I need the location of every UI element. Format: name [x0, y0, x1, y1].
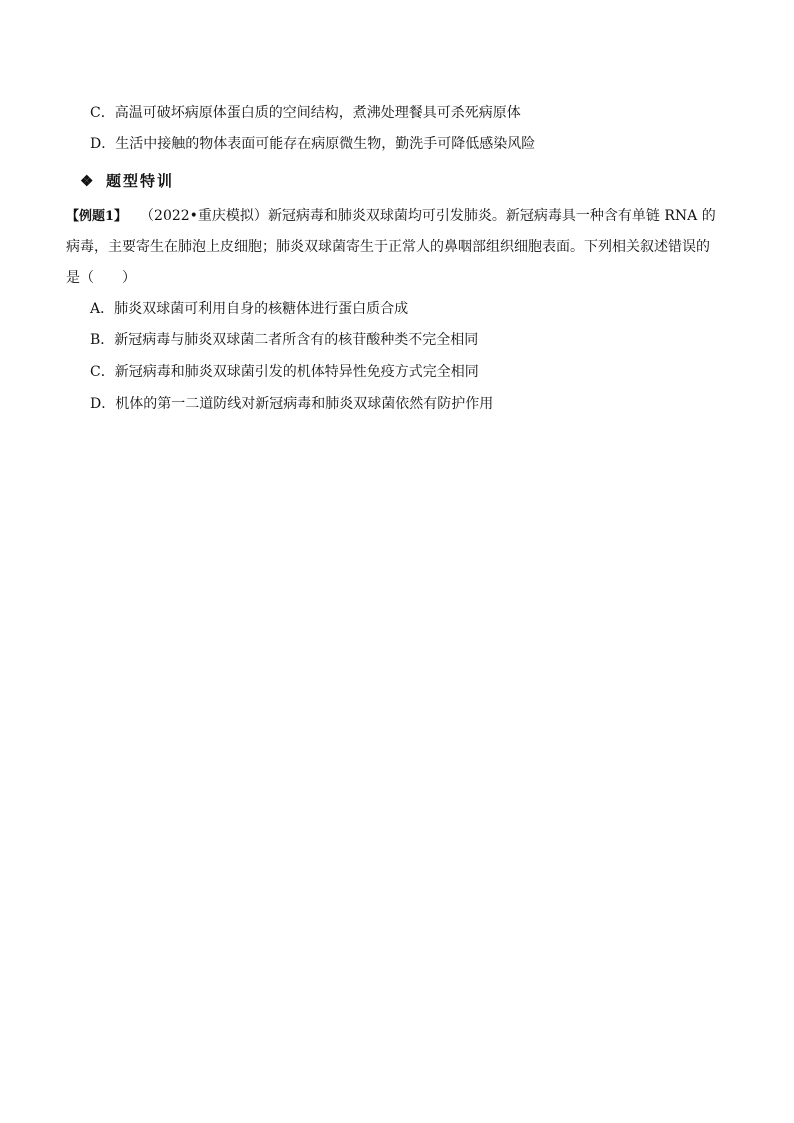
example-stem-line-1: [66, 206, 716, 227]
example-option-c: C．新冠病毒和肺炎双球菌引发的机体特异性免疫方式完全相同: [90, 364, 479, 380]
example-option-d: D．机体的第一二道防线对新冠病毒和肺炎双球菌依然有防护作用: [90, 396, 494, 412]
section-heading: [80, 170, 174, 192]
example-option-b: B．新冠病毒与肺炎双球菌二者所含有的核苷酸种类不完全相同: [90, 332, 479, 348]
example-stem-text-1: 新冠病毒和肺炎双球菌均可引发肺炎。新冠病毒具一种含有单链 RNA 的: [267, 208, 716, 224]
example-stem-line-2: 病毒，主要寄生在肺泡上皮细胞；肺炎双球菌寄生于正常人的鼻咽部组织细胞表面。下列相关叙述错误的: [66, 239, 710, 255]
previous-option-d: D．生活中接触的物体表面可能存在病原微生物，勤洗手可降低感染风险: [90, 136, 536, 152]
example-source: （2022•重庆模拟）: [147, 208, 268, 224]
section-title: 题型特训: [106, 172, 175, 190]
example-option-a: A．肺炎双球菌可利用自身的核糖体进行蛋白质合成: [90, 301, 409, 317]
diamond-bullet-icon: ❖: [80, 172, 96, 190]
previous-option-c: C．高温可破坏病原体蛋白质的空间结构，煮沸处理餐具可杀死病原体: [90, 105, 521, 121]
example-stem-line-3: 是（ ）: [66, 270, 136, 286]
example-tag: 【例题1】: [66, 209, 128, 224]
